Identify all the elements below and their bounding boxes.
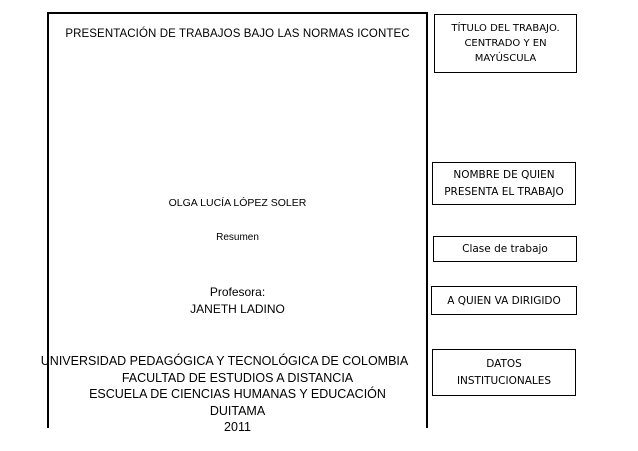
annotation-line: Clase de trabajo xyxy=(462,243,548,255)
city-name: DUITAMA xyxy=(209,403,266,418)
annotation-line: NOMBRE DE QUIEN xyxy=(453,168,555,181)
addressed-to-annotation xyxy=(431,286,577,315)
institution-block xyxy=(40,353,426,436)
title-page xyxy=(40,12,428,434)
annotation-line: A QUIEN VA DIRIGIDO xyxy=(447,294,561,307)
university-name: UNIVERSIDAD PEDAGÓGICA Y TECNOLÓGICA DE COLOMBIA xyxy=(40,354,409,368)
annotation-line: MAYÚSCULA xyxy=(474,53,537,64)
institutional-annotation xyxy=(432,349,576,396)
annotation-line: PRESENTA EL TRABAJO xyxy=(444,185,564,198)
professor-label: Profesora: xyxy=(209,285,266,299)
annotation-line: INSTITUCIONALES xyxy=(456,374,552,387)
annotation-line: DATOS xyxy=(486,357,522,370)
faculty-name: FACULTAD DE ESTUDIOS A DISTANCIA xyxy=(121,370,354,385)
presenter-annotation xyxy=(432,162,576,205)
work-type: Resumen xyxy=(216,232,259,243)
work-class-annotation xyxy=(433,236,577,262)
professor-name: JANETH LADINO xyxy=(190,302,285,316)
author-name: OLGA LUCÍA LÓPEZ SOLER xyxy=(168,197,307,209)
annotation-line: CENTRADO Y EN xyxy=(464,38,547,49)
document-header: PRESENTACIÓN DE TRABAJOS BAJO LAS NORMAS ICONTEC xyxy=(65,28,410,40)
title-annotation xyxy=(434,14,577,73)
school-name: ESCUELA DE CIENCIAS HUMANAS Y EDUCACIÓN xyxy=(89,387,386,401)
year: 2011 xyxy=(224,420,251,434)
annotation-line: TÍTULO DEL TRABAJO. xyxy=(451,23,560,34)
